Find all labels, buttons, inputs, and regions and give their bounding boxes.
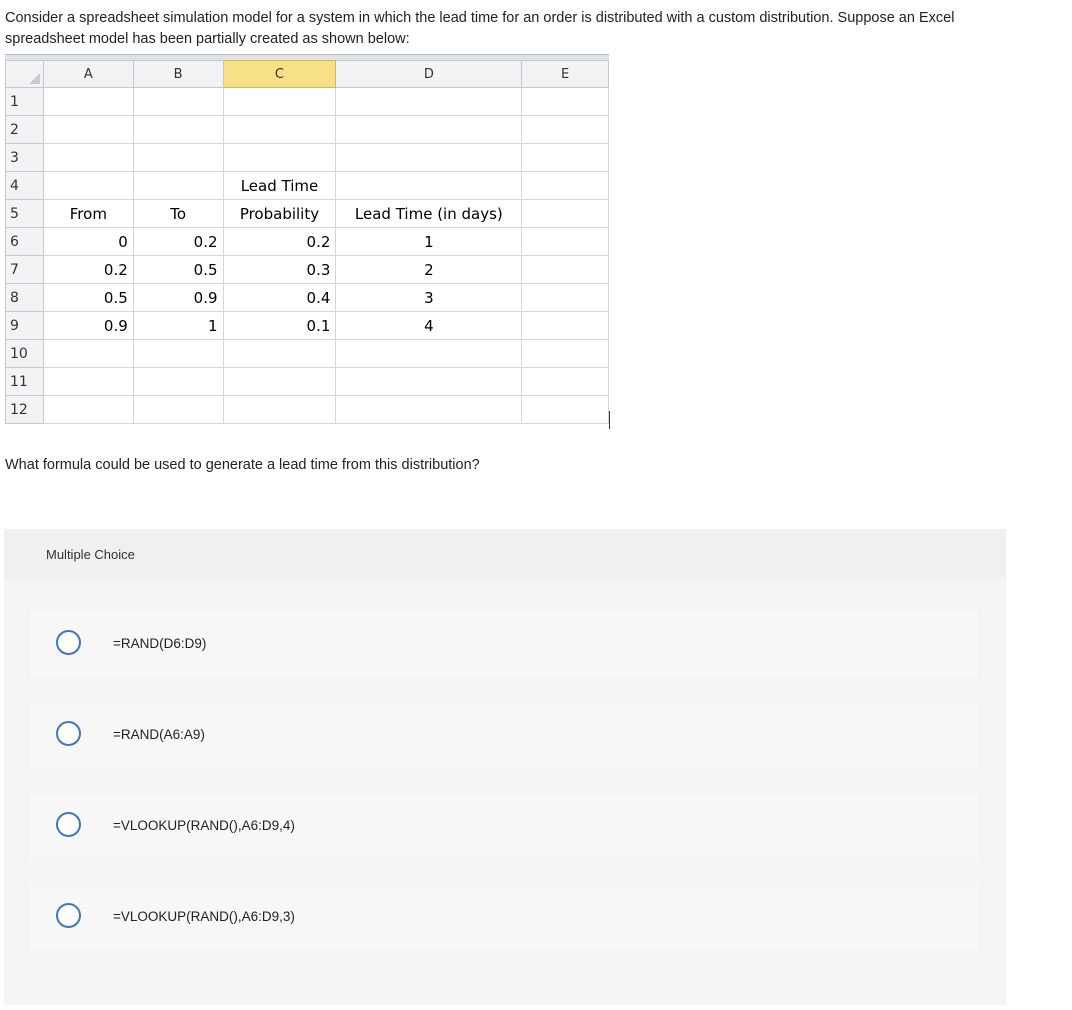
cell-e6 (522, 228, 609, 256)
sheet-row (6, 88, 609, 116)
cell-b1 (133, 88, 223, 116)
sheet-row (6, 172, 609, 200)
cell-c3 (223, 144, 336, 172)
cell-d2 (336, 116, 522, 144)
cell-a10 (43, 340, 133, 368)
multiple-choice-title: Multiple Choice (46, 547, 135, 562)
cell-d4 (336, 172, 522, 200)
sheet-row (6, 116, 609, 144)
cell-a5: From (43, 200, 133, 228)
row-header: 3 (6, 144, 44, 172)
cell-c9: 0.1 (223, 312, 336, 340)
spreadsheet-grid (5, 60, 609, 424)
row-header: 8 (6, 284, 44, 312)
column-header-c: C (223, 61, 336, 88)
column-header-e: E (522, 61, 609, 88)
cell-b7: 0.5 (133, 256, 223, 284)
cell-d1 (336, 88, 522, 116)
cell-b9: 1 (133, 312, 223, 340)
cell-a6: 0 (43, 228, 133, 256)
cell-e10 (522, 340, 609, 368)
cell-b6: 0.2 (133, 228, 223, 256)
column-header-a: A (43, 61, 133, 88)
row-header: 5 (6, 200, 44, 228)
cell-d7: 2 (336, 256, 522, 284)
sheet-row (6, 256, 609, 284)
cell-a4 (43, 172, 133, 200)
cell-b12 (133, 396, 223, 424)
cell-c1 (223, 88, 336, 116)
cell-e5 (522, 200, 609, 228)
sheet-row (6, 144, 609, 172)
multiple-choice-panel (4, 529, 1006, 1005)
radio-button-icon[interactable] (56, 812, 81, 837)
multiple-choice-header (4, 529, 1006, 579)
cell-c7: 0.3 (223, 256, 336, 284)
cell-c2 (223, 116, 336, 144)
sheet-row (6, 368, 609, 396)
cell-d11 (336, 368, 522, 396)
column-header-b: B (133, 61, 223, 88)
cell-c4: Lead Time (223, 172, 336, 200)
cell-c12 (223, 396, 336, 424)
choice-option-4[interactable] (30, 884, 978, 950)
cell-a11 (43, 368, 133, 396)
cell-c10 (223, 340, 336, 368)
cell-a8: 0.5 (43, 284, 133, 312)
column-header-row (6, 61, 609, 88)
cell-c5: Probability (223, 200, 336, 228)
column-header-d: D (336, 61, 522, 88)
sheet-row (6, 228, 609, 256)
row-header: 6 (6, 228, 44, 256)
choice-option-1[interactable] (30, 611, 978, 677)
choice-option-3[interactable] (30, 793, 978, 859)
row-header: 10 (6, 340, 44, 368)
choice-option-2[interactable] (30, 702, 978, 768)
cell-c8: 0.4 (223, 284, 336, 312)
row-header: 11 (6, 368, 44, 396)
question-text: What formula could be used to generate a lead time from this distribution? (5, 457, 480, 473)
cell-d6: 1 (336, 228, 522, 256)
cell-a9: 0.9 (43, 312, 133, 340)
radio-button-icon[interactable] (56, 903, 81, 928)
sheet-row (6, 284, 609, 312)
cell-e11 (522, 368, 609, 396)
cell-d3 (336, 144, 522, 172)
cell-c11 (223, 368, 336, 396)
select-all-corner (6, 61, 44, 88)
cell-a3 (43, 144, 133, 172)
choice-label: =RAND(A6:A9) (113, 727, 205, 742)
cell-e1 (522, 88, 609, 116)
cell-e2 (522, 116, 609, 144)
cell-d8: 3 (336, 284, 522, 312)
cell-b4 (133, 172, 223, 200)
cell-e8 (522, 284, 609, 312)
row-header: 12 (6, 396, 44, 424)
radio-button-icon[interactable] (56, 721, 81, 746)
choice-label: =VLOOKUP(RAND(),A6:D9,4) (113, 818, 295, 833)
cell-e12 (522, 396, 609, 424)
cell-a7: 0.2 (43, 256, 133, 284)
cell-c6: 0.2 (223, 228, 336, 256)
cell-a1 (43, 88, 133, 116)
sheet-row (6, 312, 609, 340)
cell-b5: To (133, 200, 223, 228)
sheet-row (6, 396, 609, 424)
cell-e4 (522, 172, 609, 200)
row-header: 1 (6, 88, 44, 116)
cell-e7 (522, 256, 609, 284)
spreadsheet-image (5, 54, 609, 429)
cell-d5: Lead Time (in days) (336, 200, 522, 228)
cell-b8: 0.9 (133, 284, 223, 312)
row-header: 2 (6, 116, 44, 144)
row-header: 4 (6, 172, 44, 200)
row-header: 7 (6, 256, 44, 284)
cell-d12 (336, 396, 522, 424)
cell-b3 (133, 144, 223, 172)
cell-e9 (522, 312, 609, 340)
cell-b2 (133, 116, 223, 144)
choice-label: =RAND(D6:D9) (113, 636, 207, 651)
cell-d10 (336, 340, 522, 368)
text-cursor (609, 411, 610, 429)
row-header: 9 (6, 312, 44, 340)
cell-b10 (133, 340, 223, 368)
cell-a2 (43, 116, 133, 144)
radio-button-icon[interactable] (56, 630, 81, 655)
choice-label: =VLOOKUP(RAND(),A6:D9,3) (113, 909, 295, 924)
cell-d9: 4 (336, 312, 522, 340)
question-intro: Consider a spreadsheet simulation model for a system in which the lead time for an order is distributed with a custom distribution. Suppose an Excel spreadsheet model has been partially created as shown below: (5, 10, 955, 47)
sheet-row (6, 340, 609, 368)
sheet-row (6, 200, 609, 228)
cell-a12 (43, 396, 133, 424)
cell-e3 (522, 144, 609, 172)
cell-b11 (133, 368, 223, 396)
